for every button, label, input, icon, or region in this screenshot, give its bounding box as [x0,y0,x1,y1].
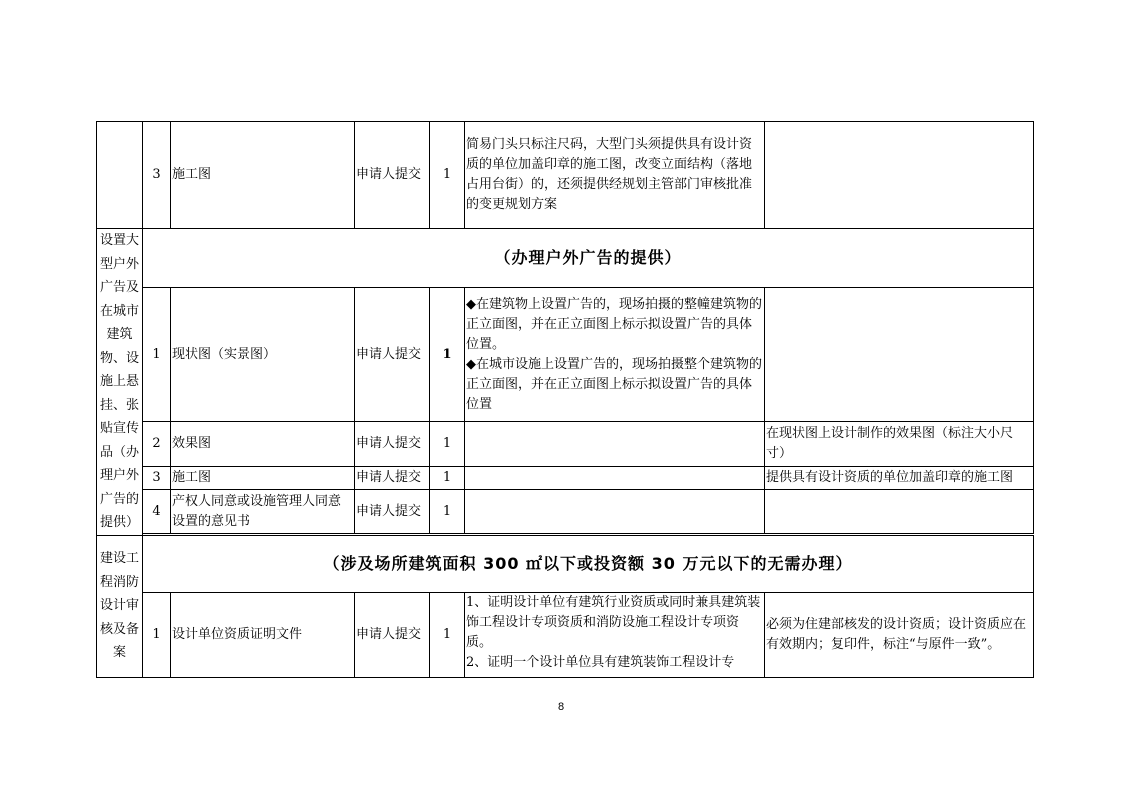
item-requirement [465,421,765,466]
item-note: 在现状图上设计制作的效果图（标注大小尺寸） [765,421,1034,466]
table-row [97,288,1034,421]
table-row [97,229,1034,288]
item-source: 申请人提交 [355,122,430,229]
page-number: 8 [557,701,565,713]
table-row [97,489,1034,534]
item-source: 申请人提交 [355,288,430,421]
item-number: 3 [143,122,171,229]
table-row [97,592,1034,677]
requirement-line: 1、证明设计单位有建筑行业资质或同时兼具建筑装饰工程设计专项资质和消防设施工程设计专项资质。 [466,594,761,650]
item-requirement [465,489,765,534]
item-note: 必须为住建部核发的设计资质；设计资质应在有效期内；复印件，标注“与原件一致”。 [765,592,1034,677]
item-name: 现状图（实景图） [171,288,355,421]
requirement-line: ◆在建筑物上设置广告的，现场拍摄的整幢建筑物的正立面图，并在正立面图上标示拟设置广告的具体位置。 [466,296,762,352]
section-title-outdoor-ads: 设置大型户外广告及在城市建筑物、设施上悬挂、张贴宣传品（办理户外广告的提供） [97,229,143,536]
materials-table [96,121,1034,678]
section-header-fire-design: （涉及场所建筑面积 300 ㎡以下或投资额 30 万元以下的无需办理） [143,535,1034,592]
item-source: 申请人提交 [355,489,430,534]
item-name: 效果图 [171,421,355,466]
item-quantity: 1 [430,421,465,466]
item-quantity: 1 [430,122,465,229]
item-note: 提供具有设计资质的单位加盖印章的施工图 [765,466,1034,489]
section-cell-empty [97,122,143,229]
item-name: 施工图 [171,122,355,229]
table-row [97,122,1034,229]
table-row [97,466,1034,489]
item-name: 设计单位资质证明文件 [171,592,355,677]
item-number: 3 [143,466,171,489]
item-source: 申请人提交 [355,421,430,466]
section-title-fire-design: 建设工程消防设计审核及备案 [97,535,143,677]
item-number: 4 [143,489,171,534]
table-row [97,421,1034,466]
item-quantity: 1 [430,288,465,421]
item-quantity: 1 [430,592,465,677]
item-source: 申请人提交 [355,592,430,677]
item-requirement: 简易门头只标注尺码，大型门头须提供具有设计资质的单位加盖印章的施工图，改变立面结构（落地占用台街）的，还须提供经规划主管部门审核批准的变更规划方案 [465,122,765,229]
item-note [765,288,1034,421]
requirement-line: 2、证明一个设计单位具有建筑装饰工程设计专 [466,654,735,670]
item-number: 1 [143,288,171,421]
item-number: 2 [143,421,171,466]
item-quantity: 1 [430,466,465,489]
item-note [765,122,1034,229]
table-row [97,535,1034,592]
section-header-outdoor-ads: （办理户外广告的提供） [143,229,1034,288]
item-name: 产权人同意或设施管理人同意设置的意见书 [171,489,355,534]
item-requirement [465,288,765,421]
item-requirement [465,592,765,677]
item-quantity: 1 [430,489,465,534]
item-name: 施工图 [171,466,355,489]
item-source: 申请人提交 [355,466,430,489]
requirement-line: ◆在城市设施上设置广告的，现场拍摄整个建筑物的正立面图，并在正立面图上标示拟设置广告的具体位置 [466,356,762,412]
item-requirement [465,466,765,489]
item-note [765,489,1034,534]
item-number: 1 [143,592,171,677]
